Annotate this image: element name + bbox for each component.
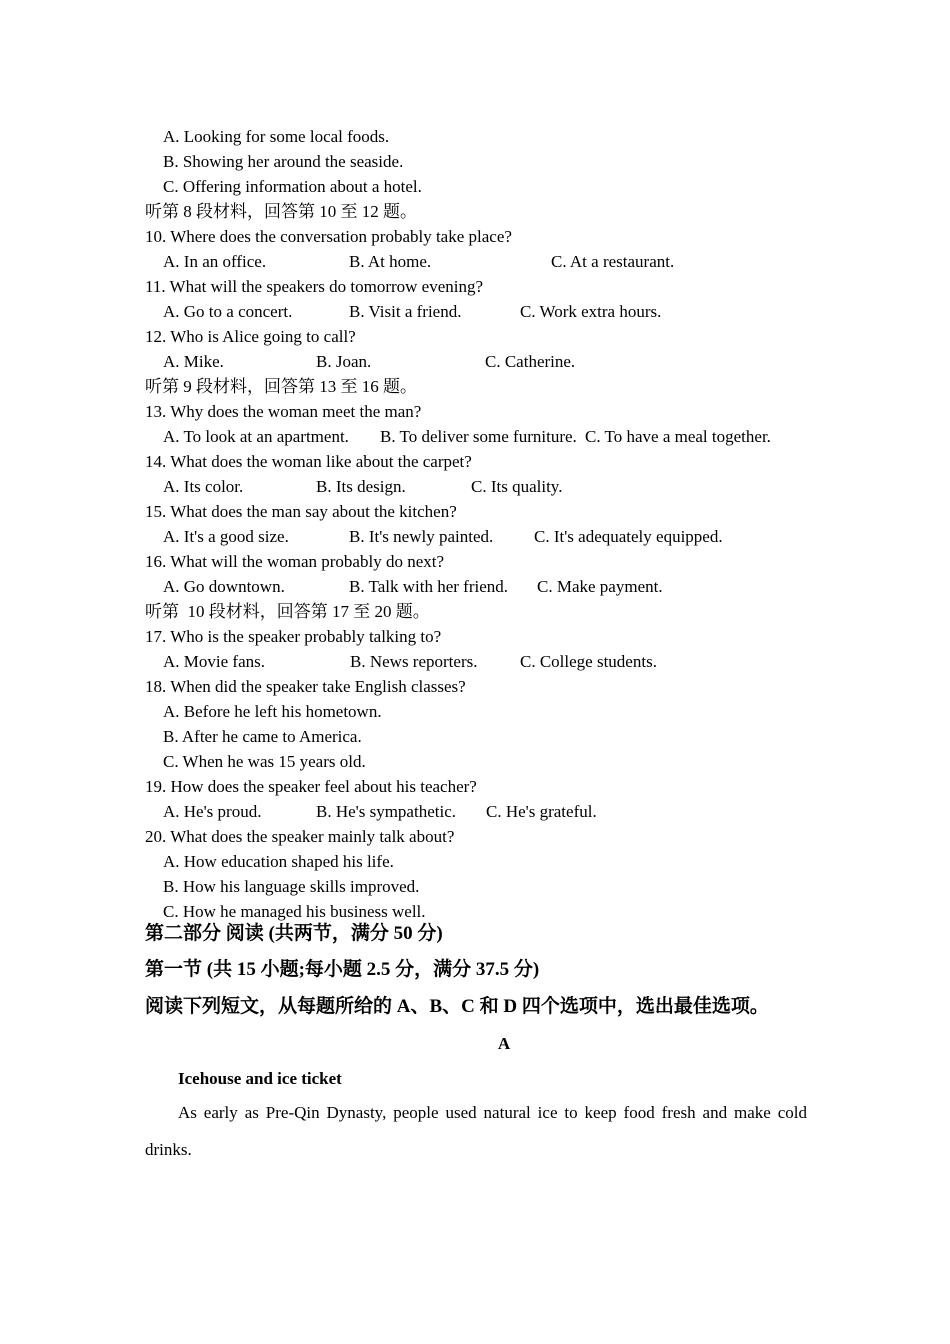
- option-c: C. Catherine.: [485, 352, 576, 371]
- question-17: 17. Who is the speaker probably talking to?: [145, 627, 442, 646]
- option-b: B. Visit a friend.: [349, 302, 462, 321]
- option-b: B. At home.: [349, 252, 432, 271]
- option-line: B. After he came to America.: [163, 727, 362, 746]
- option-b: B. Joan.: [316, 352, 372, 371]
- question-18: 18. When did the speaker take English classes?: [145, 677, 466, 696]
- option-c: C. To have a meal together.: [585, 427, 771, 446]
- question-12: 12. Who is Alice going to call?: [145, 327, 356, 346]
- option-c: C. Its quality.: [471, 477, 563, 496]
- options-row-q11: [145, 299, 807, 324]
- options-row-q15: [145, 524, 807, 549]
- listening-section: [145, 124, 807, 924]
- option-c: C. It's adequately equipped.: [534, 527, 723, 546]
- question-10: 10. Where does the conversation probably take place?: [145, 227, 512, 246]
- question-14: 14. What does the woman like about the carpet?: [145, 452, 472, 471]
- part2-instruction: 阅读下列短文，从每题所给的 A、B、C 和 D 四个选项中，选出最佳选项。: [145, 996, 769, 1017]
- option-a: A. In an office.: [163, 252, 267, 271]
- options-row-q19: [145, 799, 807, 824]
- option-a: A. Its color.: [163, 477, 244, 496]
- option-b: B. It's newly painted.: [349, 527, 494, 546]
- option-b: B. Talk with her friend.: [349, 577, 509, 596]
- option-b: B. To deliver some furniture.: [380, 427, 577, 446]
- options-row-q14: [145, 474, 807, 499]
- option-c: C. At a restaurant.: [551, 252, 675, 271]
- option-a: A. He's proud.: [163, 802, 262, 821]
- option-line: B. How his language skills improved.: [163, 877, 420, 896]
- option-c: C. He's grateful.: [486, 802, 597, 821]
- question-11: 11. What will the speakers do tomorrow evening?: [145, 277, 484, 296]
- option-c: C. Make payment.: [537, 577, 663, 596]
- option-a: A. Movie fans.: [163, 652, 265, 671]
- options-row-q13: [145, 424, 807, 449]
- option-a: A. Go to a concert.: [163, 302, 293, 321]
- option-c: C. College students.: [520, 652, 657, 671]
- option-a: A. Mike.: [163, 352, 224, 371]
- question-15: 15. What does the man say about the kitchen?: [145, 502, 457, 521]
- passage-paragraph-line: drinks.: [145, 1140, 192, 1159]
- option-line: A. How education shaped his life.: [163, 852, 394, 871]
- options-row-q17: [145, 649, 807, 674]
- option-b: B. He's sympathetic.: [316, 802, 456, 821]
- options-row-q16: [145, 574, 807, 599]
- part2-heading: 第二部分 阅读 (共两节，满分 50 分): [145, 923, 443, 944]
- option-line: A. Before he left his hometown.: [163, 702, 382, 721]
- options-row-q12: [145, 349, 807, 374]
- material-instruction-8: 听第 8 段材料，回答第 10 至 12 题。: [145, 202, 417, 221]
- options-row-q10: [145, 249, 807, 274]
- option-b: B. Its design.: [316, 477, 406, 496]
- option-line: A. Looking for some local foods.: [163, 127, 390, 146]
- passage-title: Icehouse and ice ticket: [178, 1069, 342, 1088]
- option-line: C. When he was 15 years old.: [163, 752, 366, 771]
- part2-section-heading: 第一节 (共 15 小题;每小题 2.5 分，满分 37.5 分): [145, 959, 540, 980]
- option-c: C. Work extra hours.: [520, 302, 662, 321]
- option-a: A. To look at an apartment.: [163, 427, 349, 446]
- question-16: 16. What will the woman probably do next?: [145, 552, 445, 571]
- option-a: A. It's a good size.: [163, 527, 289, 546]
- material-instruction-9: 听第 9 段材料，回答第 13 至 16 题。: [145, 377, 417, 396]
- option-a: A. Go downtown.: [163, 577, 285, 596]
- question-13: 13. Why does the woman meet the man?: [145, 402, 422, 421]
- option-line: B. Showing her around the seaside.: [163, 152, 404, 171]
- option-line: C. How he managed his business well.: [163, 902, 426, 921]
- passage-paragraph-line: As early as Pre-Qin Dynasty, people used natural ice to keep food fresh and make cold: [178, 1103, 807, 1122]
- material-instruction-10: 听第 10 段材料，回答第 17 至 20 题。: [145, 602, 430, 621]
- question-20: 20. What does the speaker mainly talk about?: [145, 827, 455, 846]
- option-line: C. Offering information about a hotel.: [163, 177, 422, 196]
- question-19: 19. How does the speaker feel about his teacher?: [145, 777, 477, 796]
- option-b: B. News reporters.: [350, 652, 478, 671]
- passage-label: A: [497, 1034, 511, 1053]
